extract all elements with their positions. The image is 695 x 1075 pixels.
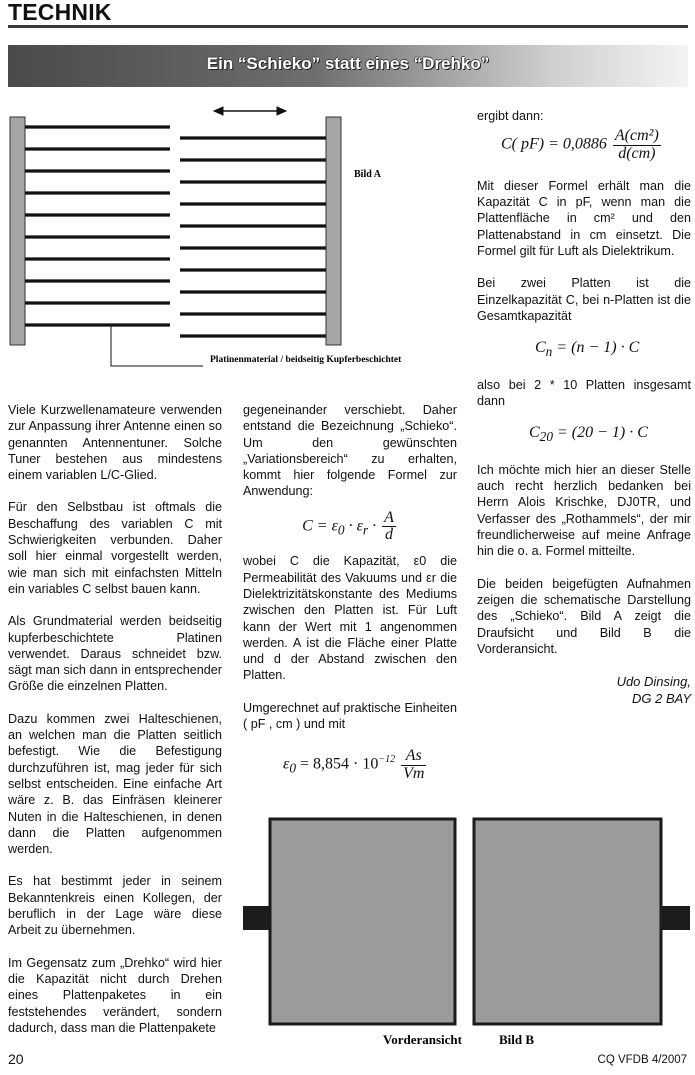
header-rule — [8, 25, 688, 28]
right-rail-end — [660, 906, 690, 930]
right-rail — [326, 117, 341, 345]
paragraph: Viele Kurzwellenamateure verwenden zur Anpassung ihrer Antenne einen so genannten Antennentuner. Solche Tuner bestehen aus mindestens einem variablen L/C-Glied. — [8, 403, 222, 483]
formula-pf: C( pF) = 0,0886 $\frac{\text{A(cm²)}}{d(cm)}$ — [501, 127, 659, 162]
slide-arrow-icon — [214, 107, 286, 115]
figure-b-photo — [243, 812, 693, 1052]
left-rail — [10, 117, 25, 345]
formula-capacitance: $C = \varepsilon_0 \cdot \varepsilon_r$ · $\frac{A}{d}$ — [302, 508, 394, 544]
figure-a-caption: Platinenmaterial / beidseitig Kupferbeschichtet — [210, 355, 402, 365]
author-name: Udo Dinsing, — [616, 674, 691, 690]
paragraph: Dazu kommen zwei Halteschienen, an welchen man die Platten seitlich befestigt. Wie die Befestigung durchzuführen ist, mag jeder für sich selbst entscheiden. Eine einfache Art wäre z. B. das Einfräsen kleinerer Nuten in die Halteschienen, in denen dann die Platten aufgenommen werden. — [8, 711, 222, 857]
formula-epsilon: $\varepsilon_0 = 8,854 \cdot 10^{-12}$ $\frac{As}{Vm}$ — [283, 747, 425, 782]
figure-b-label: Bild B — [499, 1032, 535, 1047]
column-2 — [243, 402, 457, 782]
paragraph: Umgerechnet auf praktische Einheiten ( pF , cm ) und mit — [243, 700, 457, 732]
figure-a-diagram — [8, 103, 468, 373]
column-3 — [477, 108, 691, 707]
paragraph: wobei C die Kapazität, ε0 die Permeabilität des Vakuums und εr die Dielektrizitätskonstante des Mediums zwischen den Platten ist. Für Luft kann der Wert mit 1 angenommen werden. A ist die Fläche einer Platte und d der Abstand zwischen den Platten. — [243, 554, 457, 683]
paragraph: Für den Selbstbau ist oftmals die Beschaffung des variablen C mit Schwierigkeiten verbunden. Daher soll hier einmal vorgestellt werden, wie man sich mit einfachsten Mitteln ein variables C selbst bauen kann. — [8, 500, 222, 596]
article-banner — [8, 45, 688, 87]
paragraph: Bei zwei Platten ist die Einzelkapazität C, bei n-Platten ist die Gesamtkapazität — [477, 276, 691, 323]
caption-leader — [111, 325, 203, 366]
paragraph: ergibt dann: — [477, 109, 544, 123]
paragraph: gegeneinander verschiebt. Daher entstand die Bezeichnung „Schieko“. Um den gewünschten „Variationsbereich“ zu erhalten, kommt hier folgende Formel zur Anwendung: — [243, 403, 457, 499]
paragraph: Im Gegensatz zum „Drehko“ wird hier die Kapazität nicht durch Drehen eines Plattenpaketes in ein feststehendes verändert, sondern dadurch, dass man die Plattenpakete — [8, 955, 222, 1035]
formula-c20: $C_{20} = (20 - 1) \cdot C$ — [529, 424, 648, 445]
paragraph: Die beiden beigefügten Aufnahmen zeigen die schematische Darstellung des „Schieko“. Bild A zeigt die Draufsicht und Bild B die Vorderansicht. — [477, 576, 691, 656]
paragraph: Ich möchte mich hier an dieser Stelle auch recht herzlich bedanken bei Herrn Alois Krischke, DJ0TR, und Verfasser des „Rothammels“, der mir freundlicherweise auf meine Anfrage hin die o. a. Formel mitteilte. — [477, 462, 691, 559]
paragraph: also bei 2 * 10 Platten insgesamt dann — [477, 377, 691, 409]
left-rail-end — [243, 906, 271, 930]
issue-label: CQ VFDB 4/2007 — [597, 1054, 687, 1066]
figure-b-view-label: Vorderansicht — [383, 1032, 462, 1047]
article-title: Ein “Schieko” statt eines “Drehko” — [206, 54, 490, 73]
left-plate-stack — [25, 127, 170, 325]
paragraph: Es hat bestimmt jeder in seinem Bekanntenkreis einen Kollegen, der beruflich in der Lage wäre diese Arbeit zu übernehmen. — [8, 874, 222, 938]
column-1 — [8, 402, 222, 1052]
plate-block-right — [474, 819, 661, 1024]
paragraph: Mit dieser Formel erhält man die Kapazität C in pF, wenn man die Plattenfläche in cm² und den Plattenabstand in cm einsetzt. Die Formel gilt für Luft als Dielektrikum. — [477, 178, 691, 259]
plate-block-left — [270, 819, 455, 1024]
paragraph: Als Grundmaterial werden beidseitig kupferbeschichtete Platinen verwendet. Daraus schneidet bzw. sägt man sich dann in entsprechender Größe die einzelnen Platten. — [8, 614, 222, 694]
right-plate-stack — [180, 138, 326, 336]
page-number: 20 — [8, 1051, 24, 1067]
author-callsign: DG 2 BAY — [631, 691, 691, 707]
formula-cn: $C_n = (n - 1) \cdot C$ — [535, 339, 640, 360]
figure-a-label: Bild A — [354, 169, 381, 180]
section-title: TECHNIK — [8, 0, 112, 25]
